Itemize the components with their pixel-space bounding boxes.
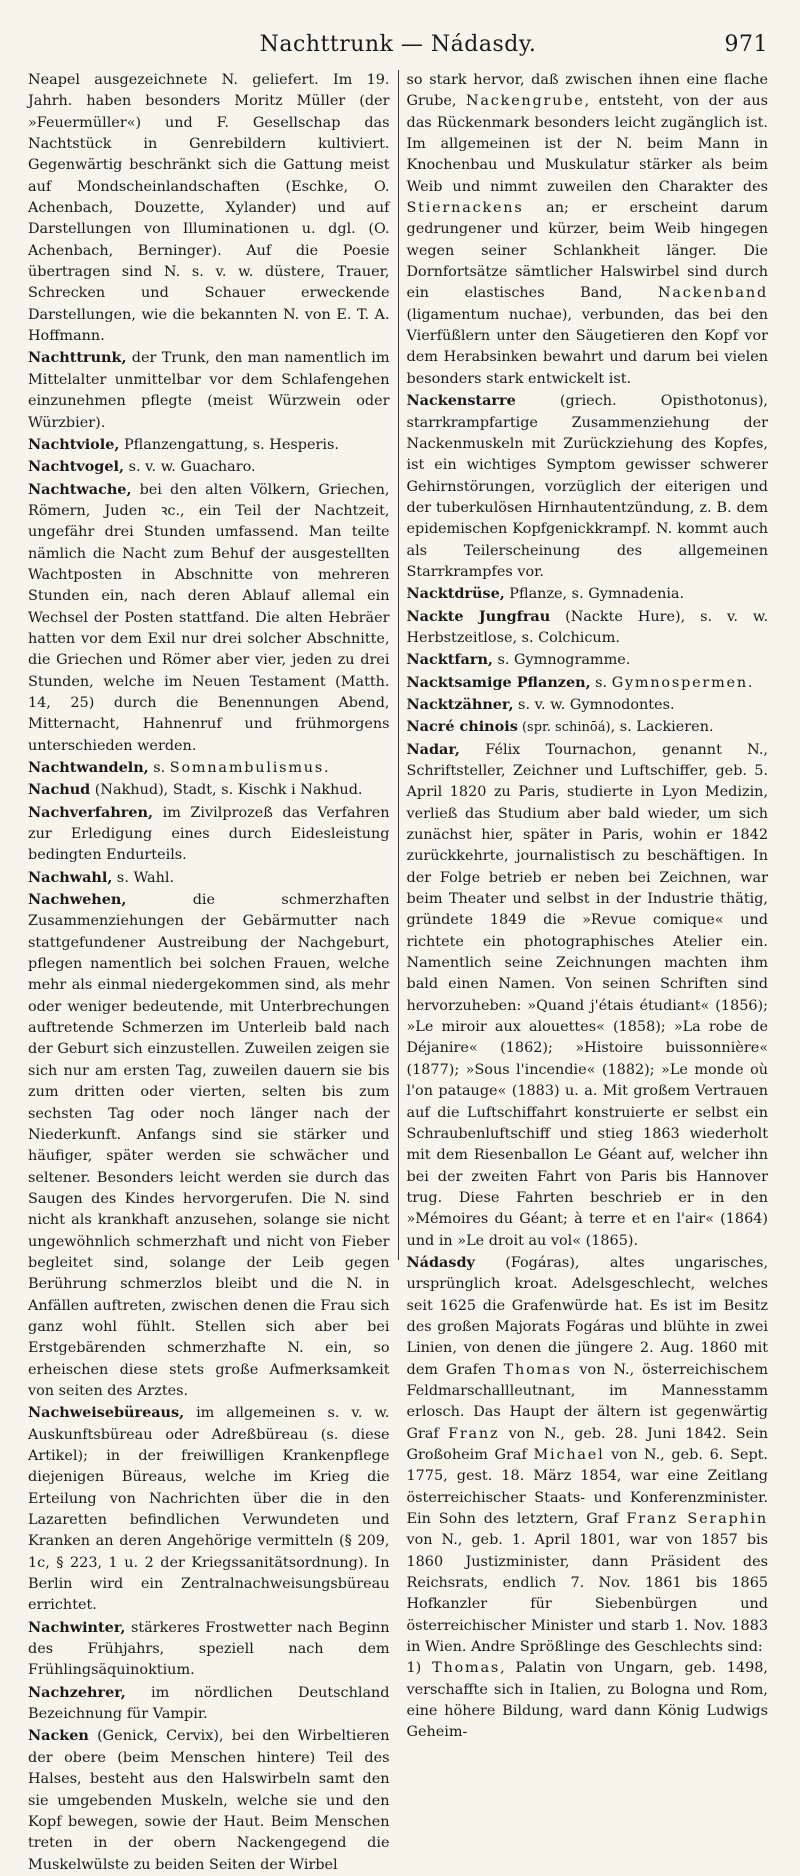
entry-text: im nördlichen Deutschland Bezeichnung für Vampir.: [28, 1684, 390, 1723]
columns: [28, 70, 769, 1873]
entry-text: (ligamentum nuchae), verbunden, das bei den Vierfüßlern unter den Säugetieren den Kopf vor dem Herabsinken bewahrt und darum bei vielen besonders stark entwickelt ist.: [406, 306, 769, 387]
headword: Nádasdy: [406, 1253, 475, 1271]
headword: Nacré chinois: [406, 718, 518, 736]
column-divider: [398, 70, 399, 1260]
headword: Nachtwandeln,: [28, 759, 149, 776]
entry-text: (Nakhud), Stadt, s. Kischk i Nakhud.: [90, 782, 363, 799]
entry-text: der Trunk, den man namentlich im Mittelalter unmittelbar vor dem Schlafengehen einzunehmen pflegte (meist Würzwein oder Würzbier).: [28, 350, 390, 431]
entry-text: , Palatin von Ungarn, geb. 1498, verschaffte sich in Italien, zu Bologna und Rom, eine höhere Bildung, ward dann König Ludwigs Geheim-: [406, 1660, 769, 1741]
entry-text: , entsteht, von der aus das Rückenmark besonders leicht zugänglich ist. Im allgemeinen ist der N. beim Mann in Knochenbau und Muskulatur stärker als beim Weib und nimmt zuweilen den Charakter des: [406, 93, 769, 195]
entry-text: (Fogáras), altes ungarisches, ursprünglich kroat. Adelsgeschlecht, welches seit 1625 die Grafenwürde hat. Es ist im Besitz des großen Majorats Fogáras und blühte in zwei Linien, von denen die jüngere 2. Aug. 1860 mit dem Grafen: [406, 1254, 769, 1378]
headword: Nacktsamige Pflanzen,: [406, 673, 591, 691]
left-column: [28, 70, 392, 1873]
entry-text: Pflanzengattung, s. Hesperis.: [119, 436, 339, 453]
item-number: 1): [406, 1660, 433, 1677]
entry-text: (griech. Opisthotonus), starrkrampfartige Zusammenziehung der Nackenmuskeln mit Zurückziehung des Kopfes, ist ein wichtiges Symptom gewisser schwerer Gehirnstörungen, vorzüglich der eiterigen und der tuberkulösen Hirnhautentzündung, z. B. dem epidemischen Kopfgenickkrampf. N. kommt auch als Teilerscheinung des allgemeinen Starrkrampfes vor.: [406, 393, 769, 580]
headword: Nachwehen,: [28, 891, 127, 909]
headword: Nachtvogel,: [28, 458, 125, 476]
headword: Nacken: [28, 1727, 89, 1745]
entry-nacken: [28, 1725, 390, 1875]
page-header: [28, 30, 768, 66]
entry-nadasdy: [407, 1252, 769, 1659]
entry-nacktzaehner: [407, 694, 769, 716]
headword: Nadar,: [406, 740, 460, 758]
entry-text: Pflanze, s. Gymnadenia.: [504, 586, 685, 603]
entry-nachverfahren: [28, 802, 390, 867]
entry-text: , s. Lackieren.: [610, 719, 714, 736]
entry-text: s. Wahl.: [112, 869, 175, 886]
entry-nachud: [28, 779, 390, 801]
entry-text: von N., geb. 28. Juni 1842. Sein Großoheim Graf: [406, 1425, 769, 1463]
entry-nachweisebuereaus: [28, 1402, 390, 1616]
headword: Nacktzähner,: [406, 695, 514, 713]
entry-nachtvogel: [28, 456, 390, 478]
entry-text: stärkeres Frostwetter nach Beginn des Frühjahrs, speziell nach dem Frühlingsäquinoktium.: [28, 1619, 390, 1679]
entry-text: .: [324, 760, 329, 776]
entry-text: bei den alten Völkern, Griechen, Römern, Juden ꝛc., ein Teil der Nachtzeit, ungefähr drei Stunden umfassend. Man teilte nämlich die Nacht zum Behuf der ausgestellten Wachtposten in Abschnitte von mehreren Stunden ein, nach deren Ablauf allemal ein Wechsel der Posten stattfand. Die alten Hebräer hatten vor dem Exil nur drei solcher Abschnitte, die Griechen und Römer aber vier, jeden zu drei Stunden, welche im Neuen Testament (Matth. 14, 25) durch die Benennungen Abend, Mitternacht, Hahnenruf und frühmorgens unterschieden werden.: [28, 481, 390, 754]
entry-nachtstueck-cont: [28, 70, 390, 347]
entry-text: s. Gymnogramme.: [492, 652, 631, 669]
entry-text: von N., österreichischem Feldmarschallleutnant, im Mannesstamm erlosch. Das Haupt der ältern ist gegenwärtig Graf: [406, 1361, 769, 1442]
running-title: Nachttrunk — Nádasdy.: [259, 32, 537, 57]
spaced-term: Nackenband: [658, 285, 769, 302]
headword: Nachzehrer,: [28, 1683, 126, 1701]
headword: Nachtwache,: [28, 480, 132, 498]
headword: Nacktfarn,: [406, 651, 493, 669]
headword: Nackte Jungfrau: [406, 607, 551, 625]
entry-nachzehrer: [28, 1682, 390, 1726]
cross-reference: Gymnospermen: [611, 674, 748, 691]
entry-text: an; er erscheint darum gedrungener und kürzer, beim Weib hingegen wegen seiner Schlankheit länger. Die Dornfortsätze sämtlicher Halswirbel sind durch ein elastisches Band,: [406, 200, 769, 302]
entry-nacktsamige-pflanzen: [407, 672, 769, 694]
entry-nacktfarn: [407, 649, 769, 671]
entry-text: von N., geb. 6. Sept. 1775, gest. 18. März 1854, war eine Zeitlang österreichischer Staats- und Konferenzminister. Ein Sohn des letztern, Graf: [406, 1447, 769, 1528]
entry-nachwehen: [28, 889, 390, 1402]
headword: Nachtviole,: [28, 435, 120, 453]
entry-text: s.: [148, 760, 170, 776]
entry-text: (Nackte Hure), s. v. w. Herbstzeitlose, s. Colchicum.: [406, 608, 769, 646]
entry-text: so stark hervor, daß zwischen ihnen eine flache Grube,: [406, 72, 769, 110]
headword: Nacktdrüse,: [406, 585, 505, 603]
entry-nacre-chinois: [407, 716, 769, 738]
entry-text: .: [747, 674, 753, 691]
entry-nachwinter: [28, 1617, 390, 1682]
cross-reference: Somnambulismus: [169, 760, 325, 776]
entry-text: im allgemeinen s. v. w. Auskunftsbüreau oder Adreßbüreau (s. diese Artikel); in der freiwilligen Krankenpflege diejenigen Büreaus, welche im Krieg die Erteilung von Nachrichten über die in den Lazaretten befindlichen Verwundeten und Kranken an deren Angehörige vermitteln (§ 209, 1c, § 223, 1 u. 2 der Kriegssanitätsordnung). In Berlin wird ein Zentralnachweisungsbüreau errichtet.: [28, 1405, 390, 1614]
entry-text: (Genick, Cervix), bei den Wirbeltieren der obere (beim Menschen hintere) Teil des Halses, besteht aus den Halswirbeln samt den sie umgebenden Muskeln, welche sie und den Kopf bewegen, sowie der Haut. Beim Menschen treten in der obern Nackengegend die Muskelwülste zu beiden Seiten der Wirbel: [28, 1728, 390, 1873]
entry-nackenstarre: [407, 390, 769, 583]
entry-nachtviole: [28, 434, 390, 456]
headword: Nachverfahren,: [28, 803, 153, 821]
spaced-term: Thomas: [432, 1660, 501, 1677]
entry-nadar: [407, 739, 769, 1252]
entry-nacken-cont: [407, 70, 769, 390]
pronunciation: (spr. schinōá): [517, 720, 611, 736]
headword: Nackenstarre: [406, 392, 516, 410]
entry-text: Félix Tournachon, genannt N., Schriftsteller, Zeichner und Luftschiffer, geb. 5. April 1820 zu Paris, studierte in Lyon Medizin, verließ das Studium aber bald wieder, um sich zunächst hier, später in Paris, wohin er 1842 zurückkehrte, journalistisch zu beschäftigen. In der Folge betrieb er neben bei Zeichnen, war beim Theater und selbst in der Industrie thätig, gründete 1849 die »Revue comique« und richtete ein photographisches Atelier ein. Namentlich seine Zeichnungen machten ihm bald einen Namen. Von seinen Schriften sind hervorzuheben: »Quand j'étais étudiant« (1856); »Le miroir aux alouettes« (1858); »La robe de Déjanire« (1862); »Histoire buissonnière« (1877); »Sous l'incendie« (1882); »Le monde où l'on patauge« (1883) u. a. Mit großem Vertrauen auf die Luftschiffahrt konstruierte er selbst ein Schraubenluftschiff und stieg 1863 wiederholt mit dem Riesenballon Le Géant auf, welcher ihn bei der zweiten Fahrt von Paris bis Hannover trug. Diese Fahrten beschrieb er in den »Mémoires du Géant; à terre et en l'air« (1864) und in »Le droit au vol« (1865).: [406, 741, 769, 1249]
entry-text: die schmerzhaften Zusammenziehungen der Gebärmutter nach stattgefundener Austreibung der Nachgeburt, pflegen namentlich bei solchen Frauen, welche mehr als einmal niedergekommen sind, als mehr oder weniger bedeutende, mit Unterbrechungen auftretende Schmerzen im Unterleib bald nach der Geburt sich einzustellen. Zuweilen zeigen sie sich nur am ersten Tag, zuweilen dauern sie bis zum dritten oder vierten, selten bis zum sechsten Tag oder noch länger nach der Niederkunft. Anfangs sind sie stärker und häufiger, später werden sie schwächer und seltener. Besonders leicht werden sie durch das Saugen des Kindes hervorgerufen. Die N. sind nicht als krankhaft anzusehen, solange sie nicht ungewöhnlich schmerzhaft und nicht von Fieber begleitet sind, solange der Leib gegen Berührung schmerzlos bleibt und die N. in Anfällen auftreten, zwischen denen die Frau sich ganz wohl fühlt. Stellen sich aber bei Erstgebärenden schmerzhafte N. ein, so erheischen diese stets große Aufmerksamkeit von seiten des Arztes.: [28, 892, 390, 1399]
entry-nachtwache: [28, 479, 390, 757]
entry-nachwahl: [28, 867, 390, 889]
spaced-term: Michael: [533, 1447, 605, 1463]
entry-text: s. v. w. Gymnodontes.: [513, 696, 675, 713]
entry-nachtwandeln: [28, 757, 390, 779]
entry-text: Neapel ausgezeichnete N. geliefert. Im 19. Jahrh. haben besonders Moritz Müller (der »Feuermüller«) und F. Gesellschap das Nachtstück in Genrebildern kultiviert. Gegenwärtig beschränkt sich die Gattung meist auf Mondscheinlandschaften (Eschke, O. Achenbach, Douzette, Xylander) und auf Darstellungen von Illuminationen u. dgl. (O. Achenbach, Berninger). Auf die Poesie übertragen sind N. s. v. w. düstere, Trauer, Schrecken und Schauer erweckende Darstellungen, wie die bekannten N. von E. T. A. Hoffmann.: [28, 72, 390, 345]
entry-nackte-jungfrau: [407, 606, 769, 650]
spaced-term: Franz Seraphin: [626, 1511, 768, 1528]
headword: Nachwinter,: [28, 1618, 126, 1636]
entry-nachttrunk: [28, 347, 390, 433]
entry-text: s. v. w. Guacharo.: [124, 459, 256, 476]
headword: Nachwahl,: [28, 868, 113, 886]
entry-text: im Zivilprozeß das Verfahren zur Erledigung eines durch Eidesleistung bedingten Endurteils.: [28, 804, 390, 864]
spaced-term: Thomas: [503, 1361, 572, 1378]
entry-nadasdy-item-1: [407, 1658, 769, 1743]
entry-text: von N., geb. 1. April 1801, war von 1857 bis 1860 Justizminister, dann Präsident des Reichsrats, endlich 7. Nov. 1861 bis 1865 Hofkanzler für Siebenbürgen und österreichischer Minister und starb 1. Nov. 1883 in Wien. Andre Sprößlinge des Geschlechts sind:: [406, 1532, 769, 1656]
page-number: 971: [724, 32, 768, 57]
spaced-term: Nackengrube: [465, 93, 585, 110]
entry-nacktdruese: [407, 583, 769, 605]
spaced-term: Stiernackens: [406, 200, 524, 217]
spaced-term: Franz: [448, 1425, 500, 1442]
headword: Nachud: [28, 781, 91, 799]
entry-text: s.: [590, 674, 612, 691]
right-column: [405, 70, 769, 1741]
headword: Nachttrunk,: [28, 349, 127, 367]
headword: Nachweisebüreaus,: [28, 1404, 185, 1422]
